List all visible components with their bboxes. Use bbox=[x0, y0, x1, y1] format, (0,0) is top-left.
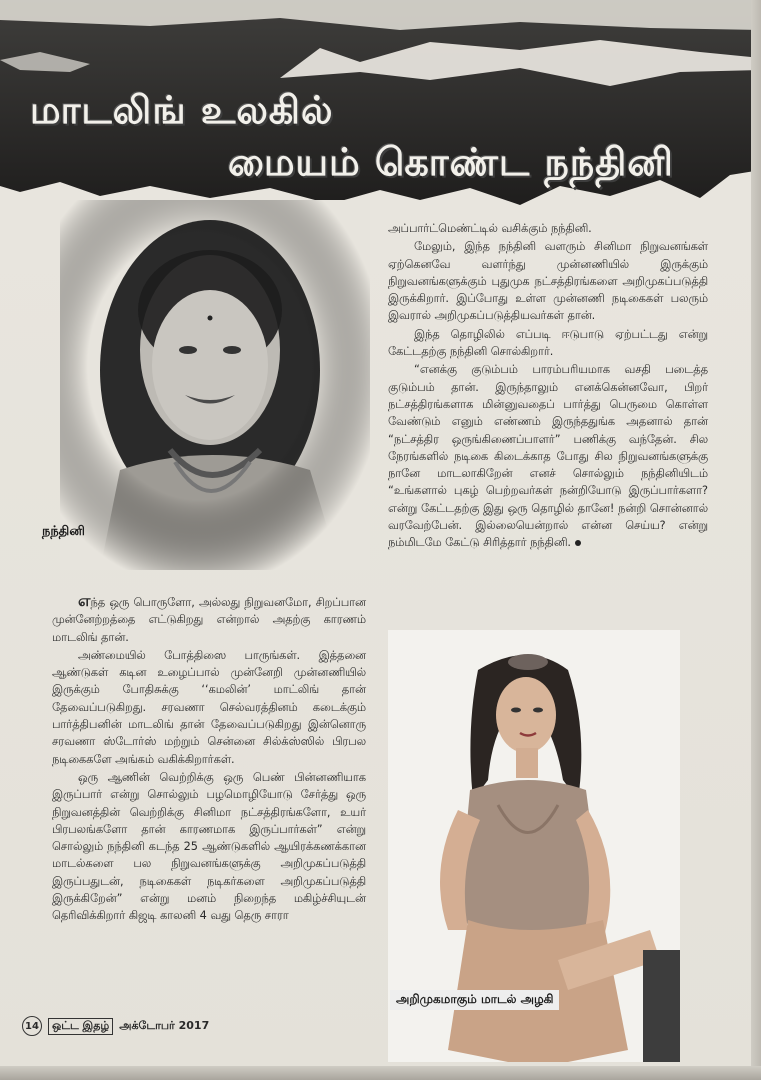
article-column-right bbox=[388, 220, 708, 553]
paragraph: இந்த தொழிலில் எப்படி ஈடுபாடு ஏற்பட்டது என்று கேட்டதற்கு நந்தினி சொல்கிறார். bbox=[388, 327, 708, 359]
page-footer bbox=[22, 1016, 209, 1036]
portrait-caption: நந்தினி bbox=[42, 524, 85, 539]
portrait-photo bbox=[60, 200, 370, 570]
paragraph: மேலும், இந்த நந்தினி வளரும் சினிமா நிறுவனங்கள் ஏற்கெனவே வளர்ந்து முன்னணியில் இருக்கும் நிறுவனங்களுக்கும் புதுமுக நட்சத்திரங்களை அறிமுகப்படுத்தி இருக்கிறார். இப்போது உள்ள முன்னணி நடிகைகள் பலரும் இவரால் அறிமுகப்படுத்தியவர்கள் தான். bbox=[388, 240, 708, 323]
paragraph bbox=[388, 361, 708, 551]
drop-cap: எ bbox=[78, 591, 91, 610]
paragraph: அண்மையில் போத்திஸை பாருங்கள். இத்தனை ஆண்டுகள் கடின உழைப்பால் முன்னேறி முன்னணியில் இருக்கும் போதிசுக்கு ‘‘கமலின்’ மாட்லிங் தான் தேவைப்படுகிறது. சரவணா செல்வரத்தினம் கடைக்கும் பார்த்திபனின் மாடலிங் தான் தேவைப்படுகிறது இன்னொரு சரவணா ஸ்டோர்ஸ் மற்றும் சென்னை சில்க்ஸ்ஸில் பிரபல நடிகைகளே அங்கம் வகிக்கிறார்கள். bbox=[52, 648, 366, 766]
page-edge-right bbox=[751, 0, 761, 1080]
paragraph: அப்பார்ட்மெண்ட்டில் வசிக்கும் நந்தினி. bbox=[388, 222, 592, 235]
headline-line-2: மையம் கொண்ட நந்தினி bbox=[228, 140, 674, 184]
lead-text: ந்த ஒரு பொருளோ, அல்லது நிறுவனமோ, சிறப்பான முன்னேற்றத்தை எட்டுகிறது என்றால் அதற்கு காரணம் மாடலிங் தான். bbox=[52, 596, 366, 644]
issue-date: அக்டோபர் 2017 bbox=[119, 1018, 210, 1032]
headline-line-1: மாடலிங் உலகில் bbox=[30, 88, 334, 132]
article-column-left bbox=[52, 592, 366, 926]
magazine-name: ஒட்ட இதழ் bbox=[48, 1018, 113, 1035]
paragraph: ஒரு ஆணின் வெற்றிக்கு ஒரு பெண் பின்னணியாக இருப்பார் என்று சொல்லும் பழமொழியோடு சேர்த்து ஒரு நிறுவனத்தின் வெற்றிக்கு சினிமா நட்சத்திரங்களோ, உயர் பிரபலங்களோ தான் காரணமாக இருப்பார்கள்” என்று சொல்லும் நந்தினி கடந்த 25 ஆண்டுகளில் ஆயிரக்கணக்கான மாடல்களை பல நிறுவனங்களுக்கு அறிமுகப்படுத்தி இருப்பதுடன், நடிகைகள் நடிகர்களை அறிமுகப்படுத்தி இருக்கிறேன்” என்று மனம் நிறைந்த மகிழ்ச்சியுடன் தெரிவிக்கிறார் கிஜடி காலனி 4 வது தெரு சாரா bbox=[52, 770, 366, 923]
page-number: 14 bbox=[22, 1016, 42, 1036]
model-caption: அறிமுகமாகும் மாடல் அழகி bbox=[390, 990, 559, 1010]
page-edge-bottom bbox=[0, 1066, 761, 1080]
paragraph-text: “எனக்கு குடும்பம் பாரம்பரியமாக வசதி படைத்த குடும்பம் தான். இருந்தாலும் எனக்கென்னவோ, பிறர் நட்சத்திரங்களாக மின்னுவதைப் பார்த்து பெருமை கொள்ள வேண்டும் எனும் எண்ணம் இருந்ததுங்க அதனால் தான் “நட்சத்திர ஒருங்கிணைப்பாளர்” பணிக்கு வந்தேன். சில நேரங்களில் நடிகை கிடைக்காத போது சில நிறுவனங்களுக்கு நானே மாடலாகிறேன் எனச் சொல்லும் நந்தினியிடம் “உங்களால் புகழ் பெற்றவர்கள் நன்றியோடு இருப்பார்களா? என்று கேட்டதற்கு இது ஒரு தொழில் தானே! நன்றி சொன்னால் வரவேற்பேன். இல்லையென்றால் என்ன செய்ய? என்று நம்மிடமே கேட்டு சிரித்தார் நந்தினி. bbox=[388, 363, 708, 550]
end-mark-icon bbox=[575, 540, 581, 546]
lead-paragraph bbox=[52, 592, 366, 646]
